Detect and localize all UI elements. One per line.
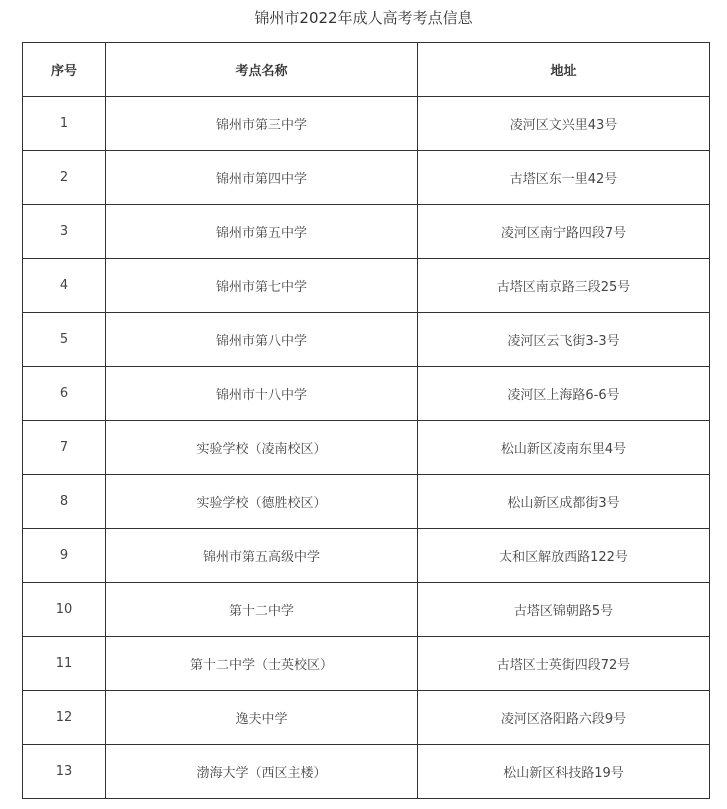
table-row [23, 637, 710, 691]
cell-address: 松山新区科技路19号 [418, 745, 710, 799]
cell-no: 2 [23, 151, 106, 205]
table-row [23, 259, 710, 313]
cell-no: 1 [23, 97, 106, 151]
cell-name: 锦州市第七中学 [106, 259, 418, 313]
cell-no: 5 [23, 313, 106, 367]
cell-name: 锦州市第四中学 [106, 151, 418, 205]
cell-no: 4 [23, 259, 106, 313]
table-row [23, 691, 710, 745]
cell-no: 7 [23, 421, 106, 475]
cell-name: 锦州市第五高级中学 [106, 529, 418, 583]
cell-no: 6 [23, 367, 106, 421]
cell-address: 古塔区士英街四段72号 [418, 637, 710, 691]
cell-name: 第十二中学（士英校区） [106, 637, 418, 691]
cell-address: 古塔区东一里42号 [418, 151, 710, 205]
cell-address: 松山新区成都街3号 [418, 475, 710, 529]
exam-sites-table [22, 42, 710, 799]
cell-no: 10 [23, 583, 106, 637]
cell-address: 凌河区文兴里43号 [418, 97, 710, 151]
table-row [23, 97, 710, 151]
table-row [23, 583, 710, 637]
header-no: 序号 [23, 43, 106, 97]
table-row [23, 421, 710, 475]
cell-name: 锦州市第八中学 [106, 313, 418, 367]
cell-name: 实验学校（德胜校区） [106, 475, 418, 529]
cell-no: 3 [23, 205, 106, 259]
cell-no: 11 [23, 637, 106, 691]
cell-name: 第十二中学 [106, 583, 418, 637]
cell-no: 13 [23, 745, 106, 799]
cell-name: 渤海大学（西区主楼） [106, 745, 418, 799]
cell-address: 太和区解放西路122号 [418, 529, 710, 583]
page-title: 锦州市2022年成人高考考点信息 [254, 9, 473, 27]
cell-name: 锦州市第三中学 [106, 97, 418, 151]
table-header-row [23, 43, 710, 97]
cell-address: 松山新区凌南东里4号 [418, 421, 710, 475]
table-row [23, 367, 710, 421]
table-row [23, 151, 710, 205]
cell-name: 逸夫中学 [106, 691, 418, 745]
cell-address: 凌河区上海路6-6号 [418, 367, 710, 421]
cell-address: 凌河区洛阳路六段9号 [418, 691, 710, 745]
cell-no: 8 [23, 475, 106, 529]
table-row [23, 529, 710, 583]
table-row [23, 313, 710, 367]
table-row [23, 475, 710, 529]
cell-name: 锦州市十八中学 [106, 367, 418, 421]
cell-address: 古塔区南京路三段25号 [418, 259, 710, 313]
table-row [23, 205, 710, 259]
cell-no: 9 [23, 529, 106, 583]
cell-name: 锦州市第五中学 [106, 205, 418, 259]
cell-no: 12 [23, 691, 106, 745]
cell-name: 实验学校（凌南校区） [106, 421, 418, 475]
cell-address: 凌河区云飞街3-3号 [418, 313, 710, 367]
header-name: 考点名称 [106, 43, 418, 97]
cell-address: 古塔区锦朝路5号 [418, 583, 710, 637]
cell-address: 凌河区南宁路四段7号 [418, 205, 710, 259]
table-row [23, 745, 710, 799]
header-address: 地址 [418, 43, 710, 97]
